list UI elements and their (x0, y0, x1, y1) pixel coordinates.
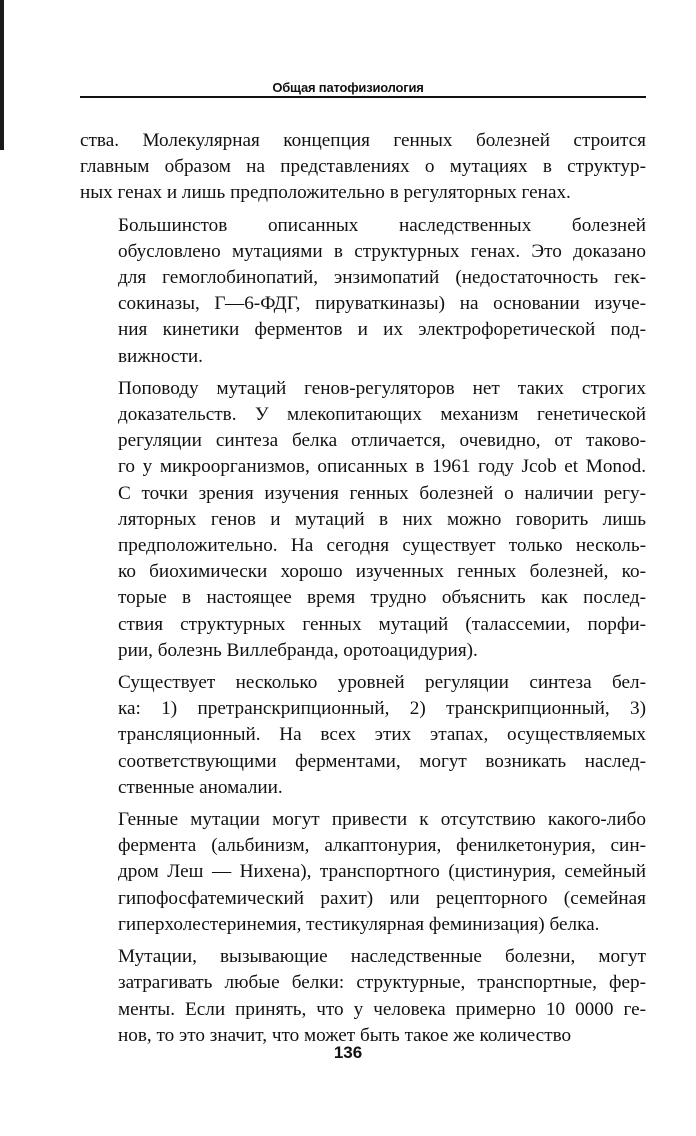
text-line: главным образом на представлениях о мутациях в структур- (80, 156, 646, 178)
paragraph (80, 944, 646, 1049)
text-line: ляторных генов и мутаций в них можно говорить лишь (118, 508, 646, 530)
text-line: гипофосфатемический рахит) или рецепторного (семейная (118, 887, 646, 909)
text-line: затрагивать любые белки: структурные, транспортные, фер- (118, 972, 646, 994)
page-edge-mark (0, 0, 4, 150)
text-line: С точки зрения изучения генных болезней о наличии регу- (118, 482, 646, 504)
text-line: ствия структурных генных мутаций (талассемии, порфи- (118, 613, 646, 635)
running-head: Общая патофизиология (272, 80, 424, 95)
text-line: ных генах и лишь предположительно в регуляторных генах. (80, 182, 571, 204)
page-number: 136 (333, 1043, 363, 1062)
text-line: ко биохимически хорошо изученных генных болезней, ко- (118, 561, 646, 583)
text-line: трансляционный. На всех этих этапах, осуществляемых (118, 724, 646, 746)
paragraph (80, 213, 646, 370)
text-line: соответствующими ферментами, могут возникать наслед- (118, 750, 646, 772)
paragraph (80, 807, 646, 938)
text-line: доказательств. У млекопитающих механизм генетической (118, 404, 646, 426)
body-text (80, 128, 646, 1049)
text-line: гиперхолестеринемия, тестикулярная феминизация) белка. (118, 913, 600, 935)
text-line: ственные аномалии. (118, 776, 283, 798)
text-line: Существует несколько уровней регуляции синтеза бел- (118, 672, 646, 694)
text-line: Большинстов описанных наследственных болезней (118, 214, 646, 236)
paragraph (80, 376, 646, 664)
text-line: ка: 1) претранскрипционный, 2) транскрипционный, 3) (118, 698, 646, 720)
text-line: менты. Если принять, что у человека примерно 10 0000 ге- (118, 998, 646, 1020)
text-line: регуляции синтеза белка отличается, очевидно, от таково- (118, 430, 646, 452)
header-rule (80, 96, 646, 98)
text-line: ния кинетики ферментов и их электрофоретической под- (118, 319, 646, 341)
paragraph (80, 670, 646, 801)
paragraph (80, 128, 646, 207)
text-line: Поповоду мутаций генов-регуляторов нет таких строгих (118, 377, 646, 399)
text-line: нов, то это значит, что может быть такое же количество (118, 1024, 572, 1046)
text-line: для гемоглобинопатий, энзимопатий (недостаточность гек- (118, 267, 646, 289)
text-line: торые в настоящее время трудно объяснить как послед- (118, 587, 646, 609)
text-line: го у микроорганизмов, описанных в 1961 году Jcob et Monod. (118, 456, 646, 478)
text-line: сокиназы, Г—6-ФДГ, пируваткиназы) на основании изуче- (118, 293, 646, 315)
text-line: ства. Молекулярная концепция генных болезней строится (80, 130, 646, 151)
text-line: фермента (альбинизм, алкаптонурия, фенилкетонурия, син- (118, 835, 646, 857)
text-line: рии, болезнь Виллебранда, оротоацидурия). (118, 639, 478, 661)
text-line: Мутации, вызывающие наследственные болезни, могут (118, 946, 646, 968)
text-line: обусловлено мутациями в структурных генах. Это доказано (118, 240, 646, 262)
text-line: дром Леш — Нихена), транспортного (цистинурия, семейный (118, 861, 646, 883)
text-line: Генные мутации могут привести к отсутствию какого-либо (118, 809, 646, 831)
text-line: вижности. (118, 345, 203, 367)
text-line: предположительно. На сегодня существует только несколь- (118, 535, 646, 557)
